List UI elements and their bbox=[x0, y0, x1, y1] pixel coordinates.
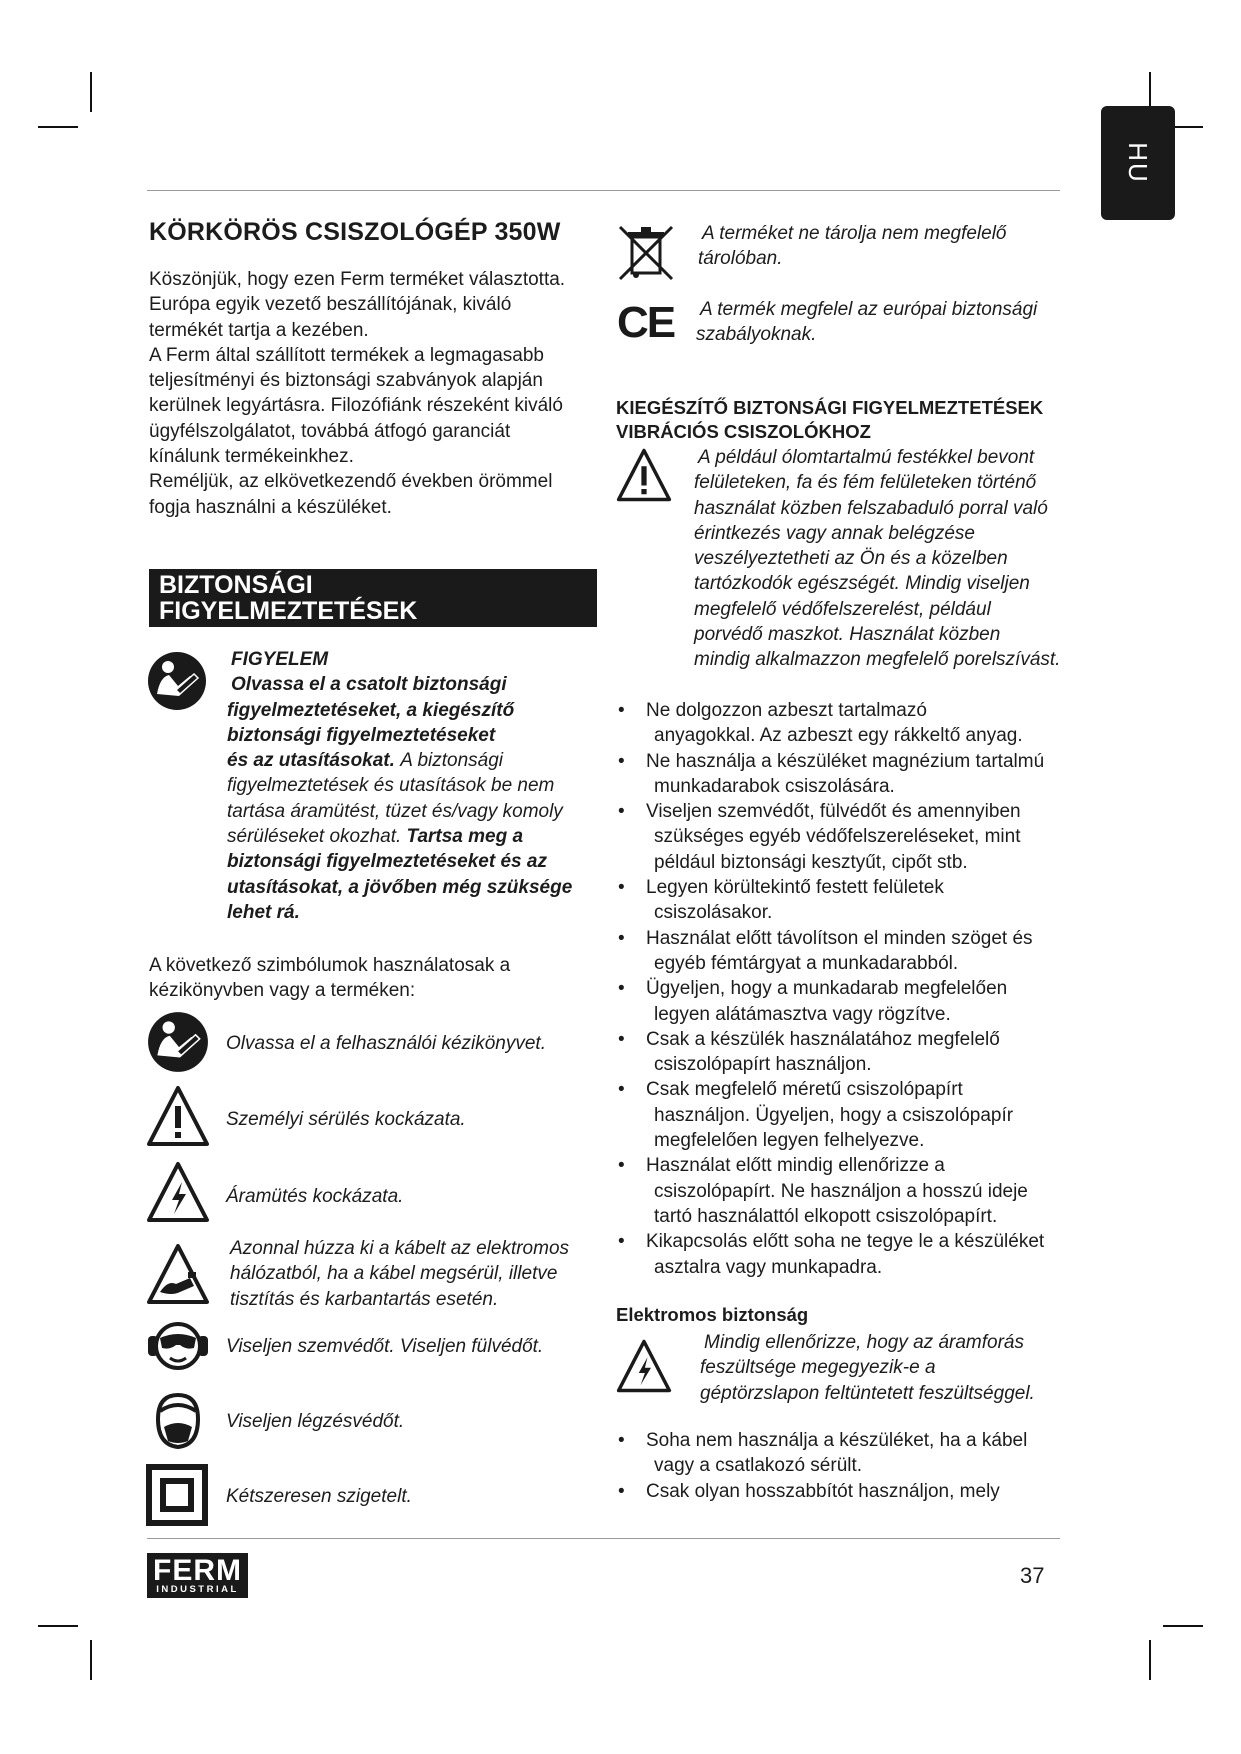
intro-line: kínálunk termékeinkhez. bbox=[149, 446, 354, 468]
eye-ear-protection-icon bbox=[146, 1314, 210, 1378]
page-title: KÖRKÖRÖS CSISZOLÓGÉP 350W bbox=[149, 218, 561, 246]
ferm-logo: FERM INDUSTRIAL bbox=[147, 1553, 248, 1598]
safety-heading: BIZTONSÁGI FIGYELMEZTETÉSEK bbox=[149, 569, 597, 627]
bullet-item: • Csak a készülék használatához megfelelő csiszolópapírt használjon. bbox=[616, 1027, 1086, 1078]
intro-line: termékét tartja a kezében. bbox=[149, 319, 369, 341]
intro-line: kerülnek legyártásra. Filozófiánk részeként kiváló bbox=[149, 395, 563, 417]
intro-text bbox=[149, 267, 604, 520]
warning-triangle-icon bbox=[616, 447, 672, 503]
bullet-item: • Soha nem használja a készüléket, ha a kábel vagy a csatlakozó sérült. bbox=[616, 1428, 1086, 1479]
language-tab: HU bbox=[1101, 106, 1175, 220]
bullet-item: • Csak olyan hosszabbítót használjon, mely bbox=[616, 1479, 1086, 1504]
extra-safety-heading: KIEGÉSZÍTŐ BIZTONSÁGI FIGYELMEZTETÉSEK VIBRÁCIÓS CSISZOLÓKHOZ bbox=[616, 397, 1044, 442]
intro-line: fogja használni a készüléket. bbox=[149, 496, 392, 518]
weee-bin-icon bbox=[616, 223, 676, 283]
electrical-warning-text: Mindig ellenőrizze, hogy az áramforás feszültsége megegyezik-e a géptörzslapon feltüntetett feszültséggel. bbox=[700, 1332, 1035, 1404]
warning-triangle-icon bbox=[146, 1084, 210, 1148]
page-number: 37 bbox=[1020, 1563, 1045, 1588]
intro-line: ügyfélszolgálatot, továbbá átfogó garanciát bbox=[149, 420, 511, 442]
crop-mark bbox=[90, 1640, 92, 1680]
unplug-icon bbox=[146, 1242, 210, 1306]
extra-warning-text: A például ólomtartalmú festékkel bevont felületeken, fa és fém felületeken történő használat közben felszabaduló porral való érintkezés vagy annak belégzése veszélyeztetheti az Ön és a közelben tartózkodók egészségét. Mindig viseljen megfelelő védőfelszerelést, például porvédő maszkot. Használat közben mindig alkalmazzon megfelelő porelszívást. bbox=[694, 447, 1061, 671]
symbol-row: Áramütés kockázata. bbox=[146, 1160, 616, 1224]
bullet-item: • Kikapcsolás előtt soha ne tegye le a készüléket asztalra vagy munkapadra. bbox=[616, 1229, 1086, 1280]
symbol-row: Személyi sérülés kockázata. bbox=[146, 1084, 616, 1148]
read-manual-icon bbox=[146, 650, 208, 712]
intro-line: A Ferm által szállított termékek a legmagasabb bbox=[149, 344, 544, 366]
symbol-row: Azonnal húzza ki a kábelt az elektromos hálózatból, ha a kábel megsérül, illetve tisztítás és karbantartás esetén. bbox=[146, 1234, 616, 1318]
crop-mark bbox=[38, 1625, 78, 1627]
intro-line: Reméljük, az elkövetkezendő években örömmel bbox=[149, 471, 553, 493]
crop-mark bbox=[38, 126, 78, 128]
crop-mark bbox=[90, 72, 92, 112]
crop-mark bbox=[1149, 1640, 1151, 1680]
top-rule bbox=[147, 190, 1060, 191]
dust-mask-icon bbox=[146, 1389, 210, 1453]
electrical-safety-heading: Elektromos biztonság bbox=[616, 1304, 809, 1325]
bullet-item: • Legyen körültekintő festett felületek csiszolásakor. bbox=[616, 875, 1086, 926]
electrical-bullet-list bbox=[616, 1428, 1086, 1504]
intro-line: Köszönjük, hogy ezen Ferm terméket választotta. bbox=[149, 269, 566, 290]
intro-line: teljesítményi és biztonsági szabványok alapján bbox=[149, 370, 543, 392]
general-warning: FIGYELEM Olvassa el a csatolt biztonsági figyelmeztetéseket, a kiegészítő biztonsági figyelmeztetéseket és az utasításokat. A biztonsági figyelmeztetések és utasítások be nem tartása áramütést, tüzet és/vagy komoly sérüléseket okozhat. Tartsa meg a biztonsági figyelmeztetéseket és az utasításokat, a jövőben még szüksége lehet rá. bbox=[227, 647, 602, 925]
bullet-item: • Használat előtt mindig ellenőrizze a csiszolópapírt. Ne használjon a hosszú ideje tartó használattól elkopott csiszolópapírt. bbox=[616, 1153, 1086, 1229]
bullet-item: • Ügyeljen, hogy a munkadarab megfelelően legyen alátámasztva vagy rögzítve. bbox=[616, 976, 1086, 1027]
bullet-item: • Viseljen szemvédőt, fülvédőt és amennyiben szükséges egyéb védőfelszereléseket, mint például biztonsági kesztyűt, cipőt stb. bbox=[616, 799, 1086, 875]
intro-line: Európa egyik vezető beszállítójának, kiváló bbox=[149, 294, 512, 316]
bullet-item: • Ne használja a készüléket magnézium tartalmú munkadarabok csiszolására. bbox=[616, 749, 1086, 800]
bullet-item: • Használat előtt távolítson el minden szöget és egyéb fémtárgyat a munkadarabból. bbox=[616, 926, 1086, 977]
symbol-row: Viseljen szemvédőt. Viseljen fülvédőt. bbox=[146, 1314, 616, 1378]
bottom-rule bbox=[147, 1538, 1060, 1539]
symbol-row: A terméket ne tárolja nem megfelelő tárolóban. bbox=[616, 218, 1076, 284]
safety-bullet-list bbox=[616, 698, 1086, 1280]
ce-mark-icon: CE bbox=[617, 298, 675, 347]
electric-shock-icon bbox=[146, 1160, 210, 1224]
symbol-row: Olvassa el a felhasználói kézikönyvet. bbox=[146, 1010, 616, 1074]
bullet-item: • Csak megfelelő méretű csiszolópapírt használjon. Ügyeljen, hogy a csiszolópapír megfelelően legyen felhelyezve. bbox=[616, 1077, 1086, 1153]
symbol-row: CE A termék megfelel az európai biztonsági szabályoknak. bbox=[617, 298, 1038, 347]
electric-shock-icon bbox=[616, 1338, 672, 1394]
warning-label: FIGYELEM bbox=[231, 649, 329, 670]
symbols-intro: A következő szimbólumok használatosak a kézikönyvben vagy a terméken: bbox=[149, 955, 511, 1002]
crop-mark bbox=[1163, 1625, 1203, 1627]
symbol-row: Kétszeresen szigetelt. bbox=[146, 1464, 616, 1528]
symbol-row: Viseljen légzésvédőt. bbox=[146, 1389, 616, 1453]
read-manual-icon bbox=[146, 1010, 210, 1074]
double-insulated-icon bbox=[146, 1464, 210, 1528]
bullet-item: • Ne dolgozzon azbeszt tartalmazó anyagokkal. Az azbeszt egy rákkeltő anyag. bbox=[616, 698, 1086, 749]
